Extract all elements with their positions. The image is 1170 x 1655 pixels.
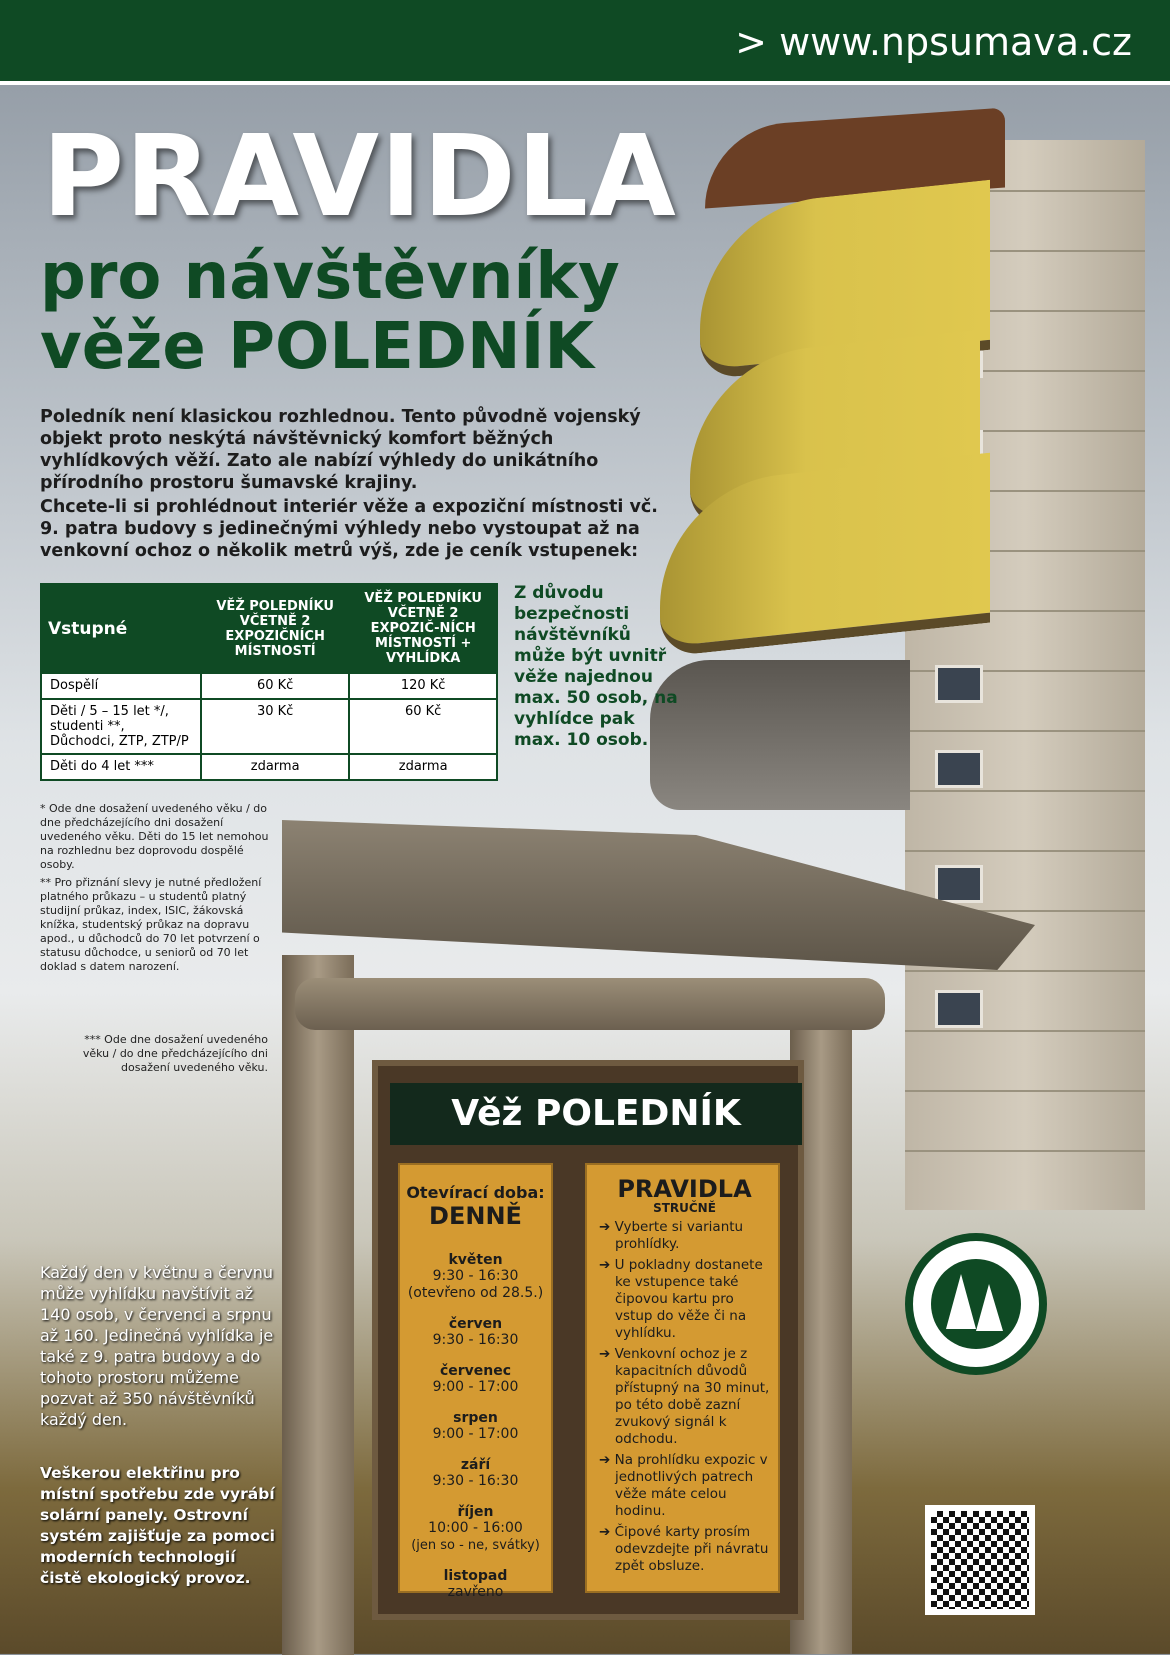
month: říjen xyxy=(457,1504,494,1520)
rule-text: Venkovní ochoz je z kapacitních důvodů přístupný na 30 minut, po této době zazní zvukový signál k odchodu. xyxy=(614,1346,770,1447)
price-table xyxy=(40,583,498,781)
cell: Děti do 4 let *** xyxy=(41,754,201,780)
cell: 120 Kč xyxy=(349,673,497,699)
table-row xyxy=(41,673,497,699)
sumava-park-logo xyxy=(905,1233,1047,1375)
rule-item xyxy=(599,1524,770,1575)
footnotes xyxy=(40,802,275,974)
cell: zdarma xyxy=(349,754,497,780)
rule-text: Vyberte si variantu prohlídky. xyxy=(614,1219,744,1252)
month: červen xyxy=(448,1316,503,1332)
cell: Děti / 5 – 15 let */, studenti **, Důchodci, ZTP, ZTP/P xyxy=(41,699,201,754)
solar-power-text: Veškerou elektřinu pro místní spotřebu zde vyrábí solární panely. Ostrovní systém zajišťuje za pomoci moderních technologií čistě ekologický provoz. xyxy=(40,1464,275,1587)
table-row xyxy=(41,754,497,780)
table-row xyxy=(41,699,497,754)
arrow-icon: ➔ xyxy=(599,1219,615,1235)
sign-beam xyxy=(295,978,885,1030)
month: červenec xyxy=(439,1363,512,1379)
rule-text: Na prohlídku expozic v jednotlivých patrech věže máte celou hodinu. xyxy=(614,1452,768,1519)
footnote: ** Pro přiznání slevy je nutné předložení platného průkazu – u studentů platný studijní průkaz, index, ISIC, žákovská knížka, studentský průkaz na dopravu apod., u důchodců do 70 let potvrzení o statusu důchodce, u seniorů od 70 let doklad s datem narození. xyxy=(40,876,262,973)
footnote: *** Ode dne dosažení uvedeného věku / do dne předcházejícího dni dosažení uvedeného věku. xyxy=(82,1033,268,1074)
tower-underside xyxy=(650,660,910,810)
visitor-capacity-text: Každý den v květnu a červnu může vyhlídku navštívit až 140 osob, v červenci a srpnu až 160. Jedinečná vyhlídka je také z 9. patra budovy a do tohoto prostoru můžeme pozvat až 350 návštěvníků každý den. xyxy=(40,1263,274,1429)
arrow-icon: ➔ xyxy=(599,1452,615,1468)
rules-subtitle: STRUČNĚ xyxy=(653,1201,716,1215)
sign-title: Věž POLEDNÍK xyxy=(390,1083,802,1145)
arrow-icon: ➔ xyxy=(599,1257,615,1273)
cell: 60 Kč xyxy=(201,673,349,699)
hours: 9:00 - 17:00 xyxy=(432,1379,519,1395)
hours-note: (otevřeno od 28.5.) xyxy=(407,1285,544,1301)
hours: 9:00 - 17:00 xyxy=(432,1426,519,1442)
col-header: VĚŽ POLEDNÍKU VČETNĚ 2 EXPOZIČNÍCH MÍSTNOSTÍ xyxy=(201,584,349,673)
intro-paragraph: Poledník není klasickou rozhlednou. Tento původně vojenský objekt proto neskýtá návštěvnický komfort běžných vyhlídkových věží. Zato ale nabízí výhledy do unikátního přírodního prostoru šumavské krajiny. xyxy=(40,407,641,493)
hours: zavřeno xyxy=(447,1584,504,1600)
tree-icon xyxy=(931,1259,1021,1349)
rules-panel xyxy=(585,1163,780,1593)
hours-note: (jen so - ne, svátky) xyxy=(411,1538,540,1553)
hours-label: Otevírací doba: xyxy=(406,1183,545,1202)
arrow-icon: ➔ xyxy=(599,1346,615,1362)
qr-code[interactable] xyxy=(925,1505,1035,1615)
opening-hours-panel xyxy=(398,1163,553,1600)
footnote: * Ode dne dosažení uvedeného věku / do dne předcházejícího dni dosažení uvedeného věku. Děti do 15 let nemohou na rozhlednu bez doprovodu dospělé osoby. xyxy=(40,802,269,871)
hours: 10:00 - 16:00 xyxy=(428,1520,523,1536)
rules-title: PRAVIDLA xyxy=(617,1175,752,1203)
hours: 9:30 - 16:30 xyxy=(432,1473,519,1489)
capacity-note: Z důvodu bezpečnosti návštěvníků může být uvnitř věže najednou max. 50 osob, na vyhlídce pak max. 10 osob. xyxy=(514,583,678,750)
subtitle-line-2: věže POLEDNÍK xyxy=(40,310,594,384)
month: květen xyxy=(448,1252,503,1268)
subtitle-line-1: pro návštěvníky xyxy=(40,240,620,314)
month: srpen xyxy=(453,1410,498,1426)
arrow-icon: ➔ xyxy=(599,1524,615,1540)
col-header: Vstupné xyxy=(41,584,201,673)
cell: zdarma xyxy=(201,754,349,780)
pricing-intro: Chcete-li si prohlédnout interiér věže a expoziční místnosti vč. 9. patra budovy s jedinečnými výhledy nebo vystoupat až na venkovní ochoz o několik metrů výš, zde je ceník vstupenek: xyxy=(40,497,658,561)
website-link[interactable]: > www.npsumava.cz xyxy=(735,20,1132,64)
hours: 9:30 - 16:30 xyxy=(432,1332,519,1348)
cell: 60 Kč xyxy=(349,699,497,754)
hours: 9:30 - 16:30 xyxy=(432,1268,519,1284)
rule-item xyxy=(599,1219,770,1253)
cell: 30 Kč xyxy=(201,699,349,754)
rule-item xyxy=(599,1346,770,1448)
month: září xyxy=(460,1457,491,1473)
month: listopad xyxy=(443,1568,508,1584)
rule-item xyxy=(599,1452,770,1520)
page-title: PRAVIDLA xyxy=(42,112,677,242)
rule-item xyxy=(599,1257,770,1342)
rule-text: U pokladny dostanete ke vstupence také čipovou kartu pro vstup do věže či na vyhlídku. xyxy=(614,1257,763,1341)
rule-text: Čipové karty prosím odevzdejte při návratu zpět obsluze. xyxy=(614,1524,769,1574)
cell: Dospělí xyxy=(41,673,201,699)
hours-frequency: DENNĚ xyxy=(429,1202,522,1230)
col-header: VĚŽ POLEDNÍKU VČETNĚ 2 EXPOZIČ-NÍCH MÍSTNOSTÍ + VYHLÍDKA xyxy=(349,584,497,673)
sign-post xyxy=(282,955,354,1655)
